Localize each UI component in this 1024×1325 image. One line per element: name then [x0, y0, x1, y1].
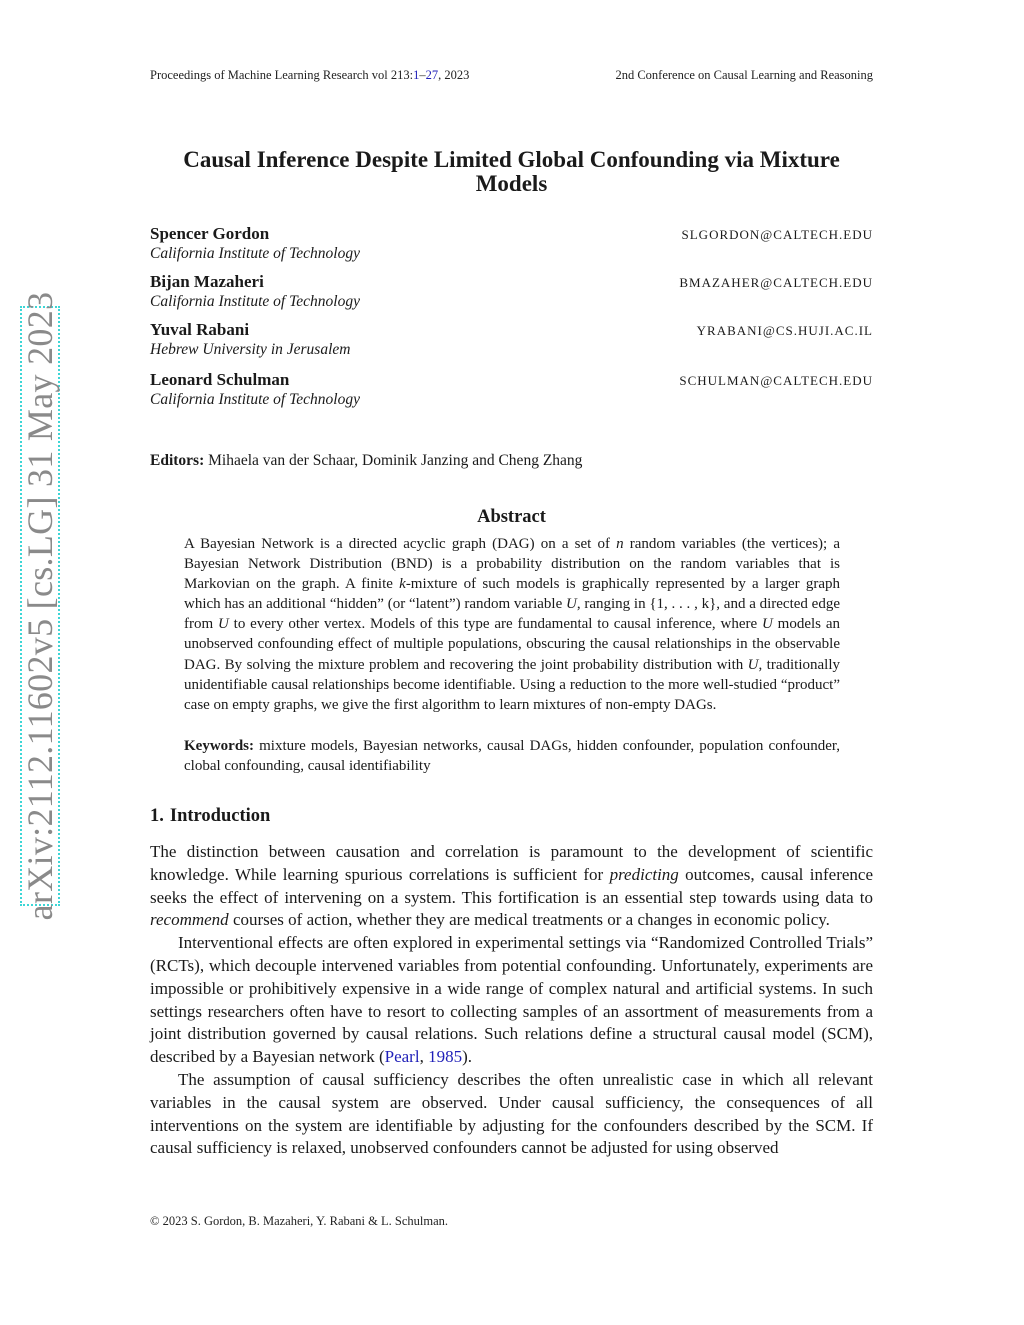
- author-list: [150, 224, 873, 418]
- last-page-link[interactable]: 27: [425, 68, 439, 82]
- math-var: U: [565, 596, 577, 613]
- author-name: Yuval Rabani: [150, 320, 250, 339]
- author-block: [150, 320, 873, 370]
- emphasis: recommend: [150, 910, 229, 930]
- citation-year-link[interactable]: 1985: [428, 1047, 463, 1067]
- keywords-label: Keywords:: [184, 738, 254, 754]
- author-email: SLGORDON@CALTECH.EDU: [681, 227, 873, 242]
- math-range: {1, . . . , k}: [649, 596, 717, 613]
- paragraph: The distinction between causation and correlation is paramount to the development of scientific knowledge. While learning spurious correlations is sufficient for predicting outcomes, causal inference seeks the effect of intervening on a system. This fortification is an essential step towards using data to recommend courses of action, whether they are medical treatments or a changes in economic policy.: [150, 842, 873, 930]
- author-name: Spencer Gordon: [150, 224, 270, 243]
- section-title: Introduction: [169, 806, 271, 826]
- citation-author-link[interactable]: Pearl: [384, 1047, 420, 1067]
- conference-name: 2nd Conference on Causal Learning and Reasoning: [615, 68, 873, 82]
- editors-label: Editors:: [150, 452, 205, 469]
- arxiv-stamp-link[interactable]: [20, 291, 60, 921]
- paper-title: Causal Inference Despite Limited Global Confounding via Mixture Models: [183, 147, 840, 196]
- abstract-text: A Bayesian Network is a directed acyclic graph (DAG) on a set of n random variables (the vertices); a Bayesian Network Distribution (BND) is a probability distribution on the random variables that is Markovian on the graph. A finite k-mixture of such models is graphically represented by a larger graph which has an additional “hidden” (or “latent”) random variable U, ranging in {1, . . . , k}, and a directed edge from U to every other vertex. Models of this type are fundamental to causal inference, where U models an unobserved confounding effect of multiple populations, obscuring the causal relationships in the observable DAG. By solving the mixture problem and recovering the joint probability distribution with U, traditionally unidentifiable causal relationships become identifiable. Using a reduction to the more well-studied “product” case on empty graphs, we give the first algorithm to learn mixtures of non-empty DAGs.: [184, 536, 840, 713]
- author-affiliation: California Institute of Technology: [150, 245, 360, 262]
- first-page-link[interactable]: 1: [413, 68, 420, 82]
- math-var: U: [761, 616, 773, 633]
- author-block: [150, 272, 873, 320]
- section-number: 1.: [150, 806, 164, 826]
- author-affiliation: Hebrew University in Jerusalem: [150, 341, 351, 358]
- author-email: BMAZAHER@CALTECH.EDU: [679, 275, 873, 290]
- paragraph: The assumption of causal sufficiency describes the often unrealistic case in which all relevant variables in the causal system are observed. Under causal sufficiency, the consequences of all interventions on the system are identifiable by adjusting for the confounders described by the SCM. If causal sufficiency is relaxed, unobserved confounders cannot be adjusted for using observed: [150, 1069, 873, 1158]
- math-var: n: [616, 536, 624, 552]
- abstract-heading: Abstract: [477, 507, 546, 527]
- author-email: YRABANI@CS.HUJI.AC.IL: [696, 323, 873, 338]
- author-affiliation: California Institute of Technology: [150, 391, 360, 408]
- emphasis: predicting: [609, 864, 679, 884]
- math-var: U: [218, 616, 229, 633]
- author-block: [150, 370, 873, 418]
- section-heading-introduction: [150, 806, 270, 827]
- author-email: SCHULMAN@CALTECH.EDU: [679, 373, 873, 388]
- author-block: [150, 224, 873, 272]
- math-var: U: [747, 656, 759, 673]
- proceedings-info: Proceedings of Machine Learning Research vol 213:1–27, 2023: [150, 68, 470, 82]
- author-name: Leonard Schulman: [150, 370, 290, 389]
- keywords: [184, 736, 840, 776]
- editors-names: Mihaela van der Schaar, Dominik Janzing and Cheng Zhang: [208, 452, 583, 469]
- introduction-body: [150, 841, 873, 1160]
- author-name: Bijan Mazaheri: [150, 272, 264, 291]
- keywords-text: mixture models, Bayesian networks, causal DAGs, hidden confounder, population confounder, clobal confounding, causal identifiability: [184, 738, 840, 775]
- arxiv-identifier: arXiv:2112.11602v5 [cs.LG] 31 May 2023: [20, 291, 60, 921]
- copyright-notice: © 2023 S. Gordon, B. Mazaheri, Y. Rabani & L. Schulman.: [150, 1214, 449, 1228]
- editors-line: [150, 452, 582, 470]
- author-affiliation: California Institute of Technology: [150, 293, 360, 310]
- paragraph: Interventional effects are often explored in experimental settings via “Randomized Controlled Trials” (RCTs), which decouple intervened variables from potential confounding. Unfortunately, experiments are impossible or prohibitively expensive in a wide range of complex natural and artificial systems. In such settings researchers often have to resort to collecting samples of an assortment of measurements from a joint distribution governed by causal relations. Such relations define a structural causal model (SCM), described by a Bayesian network (Pearl, 1985).: [150, 933, 873, 1067]
- math-var: k: [399, 576, 406, 593]
